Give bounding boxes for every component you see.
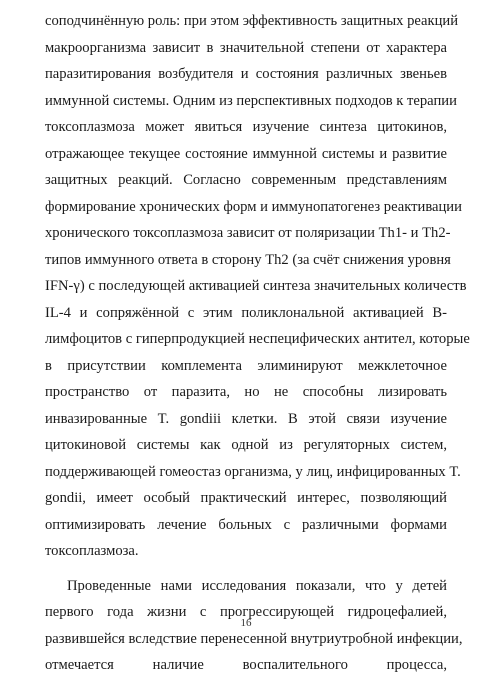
text-line: Проведенные нами исследования показали, что у детей [67,577,447,594]
text-line: IL-4 и сопряжённой с этим поликлональной активацией В- [45,304,447,321]
text-line: цитокиновой системы как одной из регуляторных систем, [45,437,447,453]
text-line: оптимизировать лечение больных с различными формами [45,516,447,533]
text-line: gondii, имеет особый практический интерес, позволяющий [45,490,447,506]
text-line: первого года жизни с прогрессирующей гидроцефалией, [45,604,447,620]
text-line: пространство от паразита, но не способны лизировать [45,384,447,400]
page-number: 16 [240,617,252,629]
paragraph-gap [45,565,447,573]
text-line: типов иммунного ответа в сторону Th2 (за счёт снижения уровня [45,251,451,268]
text-line: инвазированные T. gondiii клетки. В этой связи изучение [45,410,447,427]
text-line: в присутствии комплемента элиминируют межклеточное [45,357,447,374]
text-line: макроорганизма зависит в значительной степени от характера [45,39,447,56]
text-line: отмечается наличие воспалительного процесса, [45,657,447,673]
text-line: токсоплазмоза может явиться изучение синтеза цитокинов, [45,119,447,135]
text-line: поддерживающей гомеостаз организма, у лиц, инфицированных T. [45,463,461,480]
text-line: защитных реакций. Согласно современным представлениям [45,172,447,188]
text-line: формирование хронических форм и иммунопатогенез реактивации [45,198,462,215]
text-line: развившейся вследствие перенесенной внутриутробной инфекции, [45,630,463,647]
text-line: иммунной системы. Одним из перспективных подходов к терапии [45,92,457,109]
text-line: токсоплазмоза. [45,543,139,559]
text-line: соподчинённую роль: при этом эффективность защитных реакций [45,13,459,29]
text-line: паразитирования возбудителя и состояния различных звеньев [45,66,447,82]
text-line: отражающее текущее состояние иммунной системы и развитие [45,145,447,162]
text-line: IFN-γ) с последующей активацией синтеза значительных количеств [45,278,467,294]
text-line: лимфоцитов с гиперпродукцией неспецифических антител, которые [45,331,470,347]
text-line: хронического токсоплазмоза зависит от поляризации Th1- и Th2- [45,225,451,241]
body-text [45,8,470,679]
